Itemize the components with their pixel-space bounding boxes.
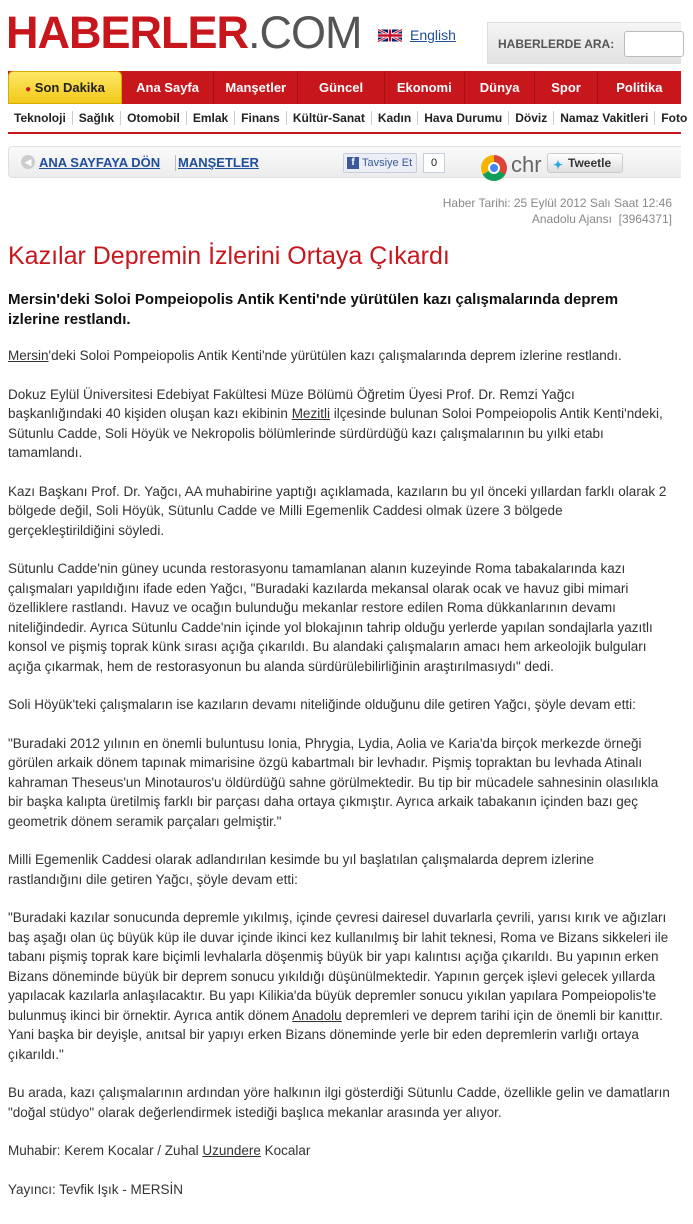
chrome-icon[interactable] — [481, 155, 507, 181]
nav-dunya[interactable]: Dünya — [465, 71, 535, 104]
article-toolbar — [8, 146, 681, 178]
article-paragraph: Soli Höyük'teki çalışmaların ise kazıların devamı niteliğinde olduğunu dile getiren Yağcı, şöyle devam etti: — [8, 697, 636, 712]
facebook-recommend-button[interactable] — [343, 153, 417, 173]
subnav-emlak[interactable]: Emlak — [187, 111, 235, 125]
article-reporter: Muhabir: Kerem Kocalar / Zuhal Uzundere Kocalar — [8, 1143, 311, 1158]
nav-ekonomi[interactable]: Ekonomi — [385, 71, 465, 104]
language-switch[interactable] — [378, 27, 456, 43]
article-paragraph: "Buradaki kazılar sonucunda depremle yıkılmış, içinde çevresi dairesel duvarlarla çevrili, yarısı kırık ve ağızları baş aşağı olan üç büyük küp ile duvar içinde ikinci kez kullanılmış bir lahit teknesi, Roma ve Bizans sikkeleri ile tabanı pişmiş toprak kare biçimli levhalarla döşenmiş büyük bir yapı kalıntısı açığa çıkarıldı. Bu yapının erken Bizans döneminde büyük bir deprem sonucu yıkıldığı düşünülmektedir. Yapının gerçek işlevi gelecek yıllarda yapılacak kazılarla anlaşılacaktır. Bu yapı Kilikia'da büyük depremler sonucu yıkılan yapılara Pompeiopolis'te bulunmuş ikinci bir örnektir. Ayrıca antik dönem Anadolu depremleri ve deprem tarihi için de önemli bir kanıttır. Yani başka bir deyişle, anıtsal bir yapıyı erken Bizans döneminde yerle bir eden depremlerin varlığı ortaya çıkarıldı." — [8, 910, 669, 1062]
home-link[interactable]: ANA SAYFAYA DÖN — [39, 155, 161, 170]
facebook-icon: f — [347, 157, 359, 169]
article-body — [8, 346, 672, 1218]
facebook-count: 0 — [423, 153, 445, 173]
search-input[interactable] — [624, 31, 684, 57]
subnav-teknoloji[interactable]: Teknoloji — [8, 111, 73, 125]
link-mersin[interactable]: Mersin — [8, 348, 49, 363]
subnav-kadin[interactable]: Kadın — [372, 111, 418, 125]
subnav-finans[interactable]: Finans — [235, 111, 287, 125]
nav-politika[interactable]: Politika — [616, 80, 663, 95]
headlines-link[interactable]: MANŞETLER — [178, 155, 259, 170]
subnav-foto[interactable]: Foto — [661, 111, 688, 125]
main-nav — [8, 71, 681, 104]
back-arrow-icon: ◀ — [21, 155, 35, 169]
subnav-hava-durumu[interactable]: Hava Durumu — [418, 111, 509, 125]
uk-flag-icon — [378, 28, 402, 43]
subnav-namaz-vakitleri[interactable]: Namaz Vakitleri — [554, 111, 655, 125]
subnav-doviz[interactable]: Döviz — [509, 111, 554, 125]
language-link[interactable]: English — [410, 27, 456, 43]
subnav-kultur-sanat[interactable]: Kültür-Sanat — [287, 111, 372, 125]
nav-son-dakika[interactable]: ● Son Dakika — [8, 71, 122, 104]
sub-nav — [8, 104, 688, 134]
article-paragraph: "Buradaki 2012 yılının en önemli buluntusu Ionia, Phrygia, Lydia, Aolia ve Karia'da birçok merkezde örneği görülen arkaik dönem tapınak mimarisine özgü kabartmalı bir levhadır. Pişmiş topraktan bu levhada Atinalı kahraman Theseus'un Minotauros'u öldürdüğü sahne görülmektedir. Bu tip bir mücadele sahnesinin olasılıkla bir başka kalıpta üretilmiş farklı bir parçası daha ortaya çıkmıştır. Ayrıca arkaik tabakanın içinden bazı geç geometrik dönem seramik parçaları gelmiştir." — [8, 735, 659, 829]
site-header — [0, 0, 681, 70]
link-uzundere[interactable]: Uzundere — [202, 1143, 261, 1158]
nav-mansetler[interactable]: Manşetler — [214, 71, 298, 104]
article-meta — [443, 195, 672, 227]
search-box — [487, 22, 681, 64]
nav-spor[interactable]: Spor — [535, 71, 597, 104]
logo-text: HABERLER — [6, 7, 249, 58]
logo-suffix: .COM — [248, 7, 362, 58]
article-paragraph: Milli Egemenlik Caddesi olarak adlandırılan kesimde bu yıl başlatılan çalışmalarda deprem izlerine rastlandığını dile getiren Yağcı, şöyle devam etti: — [8, 852, 595, 887]
toolbar-divider — [175, 155, 176, 171]
facebook-label: Tavsiye Et — [362, 157, 413, 169]
article-paragraph: Bu arada, kazı çalışmalarının ardından yöre halkının ilgi gösterdiği Sütunlu Cadde, özellikle gelin ve damatların "doğal stüdyo" olarak değerlendirmek istediği başlıca mekanlar arasında yer alıyor. — [8, 1085, 670, 1120]
link-mezitli[interactable]: Mezitli — [291, 406, 330, 421]
site-logo[interactable] — [6, 7, 362, 58]
tweet-button[interactable] — [547, 153, 623, 173]
article-source: Anadolu Ajansı [3964371] — [531, 212, 672, 226]
article-title: Kazılar Depremin İzlerini Ortaya Çıkardı — [8, 242, 450, 270]
link-anadolu[interactable]: Anadolu — [292, 1007, 342, 1023]
article-paragraph: Mersin'deki Soloi Pompeiopolis Antik Kenti'nde yürütülen kazı çalışmalarında deprem izlerine restlandı. — [8, 348, 622, 363]
chrome-text: chr — [511, 152, 542, 177]
article-publisher: Yayıncı: Tevfik Işık - MERSİN — [8, 1181, 184, 1197]
article-date: Haber Tarihi: 25 Eylül 2012 Salı Saat 12:46 — [442, 196, 672, 210]
twitter-bird-icon: ✦ — [553, 158, 564, 172]
subnav-saglik[interactable]: Sağlık — [73, 111, 121, 125]
nav-ana-sayfa[interactable]: Ana Sayfa — [122, 71, 214, 104]
nav-guncel[interactable]: Güncel — [298, 71, 384, 104]
article-paragraph: Dokuz Eylül Üniversitesi Edebiyat Fakültesi Müze Bölümü Öğretim Üyesi Prof. Dr. Remzi Yağcı başkanlığındaki 40 kişiden oluşan kazı ekibinin Mezitli ilçesinde bulunan Soloi Pompeiopolis Antik Kenti'ndeki, Sütunlu Cadde, Soli Höyük ve Nekropolis bölümlerinde sürdürdüğü kazı çalışmalarının bu yılki etabı tamamlandı. — [8, 386, 663, 460]
article-summary: Mersin'deki Soloi Pompeiopolis Antik Kenti'nde yürütülen kazı çalışmalarında deprem izlerine restlandı. — [8, 291, 619, 328]
article-paragraph: Sütunlu Cadde'nin güney ucunda restorasyonu tamamlanan alanın kuzeyinde Roma tabakalarında kazı çalışmaları yapıldığını ifade eden Yağcı, "Buradaki kazılarda mekansal olarak ocak ve havuz gibi mimari özelliklere rastlandı. Havuz ve ocağın bulunduğu mekanlar restore edilen Roma dükkanlarının devamı niteliğindedir. Ayrıca Sütunlu Cadde'nin içinde yol blokajının tahrip olduğu yerlerde yapılan sondajlarla yazıtlı konsol ve pişmiş toprak künk sırası açığa çıkarıldı. Bu alandaki çalışmaların amacı hem arkeolojik bulguları açığa çıkarmak, hem de restorasyonun bu alanda sürdürülebilirliğinin araştırılmasıydı" dedi. — [8, 561, 653, 674]
article-paragraph: Kazı Başkanı Prof. Dr. Yağcı, AA muhabirine yaptığı açıklamada, kazıların bu yıl önceki yıllardan farklı olarak 2 bölgede değil, Soli Höyük, Sütunlu Cadde ve Milli Egemenlik Caddesi olmak üzere 3 bölgede gerçekleştirildiğini söyledi. — [8, 483, 667, 538]
search-label: HABERLERDE ARA: — [498, 37, 615, 51]
tweet-label: Tweetle — [568, 156, 612, 170]
subnav-otomobil[interactable]: Otomobil — [121, 111, 187, 125]
